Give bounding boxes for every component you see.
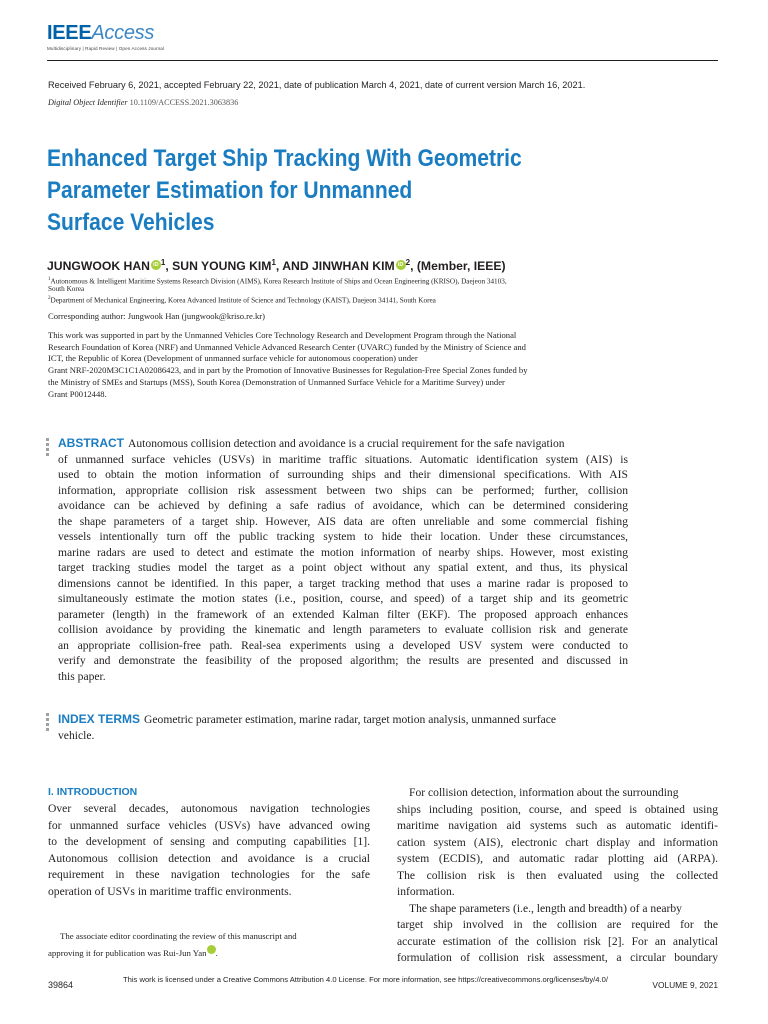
abstract (58, 436, 628, 684)
doi-line (48, 98, 238, 107)
index-terms-line: Geometric parameter estimation, marine radar, target motion analysis, unmanned surface (144, 713, 557, 726)
title-line: Surface Vehicles (47, 209, 215, 236)
affiliation-marker: 2 (405, 258, 411, 267)
funding-line: This work was supported in part by the Unmanned Vehicles Core Technology Research and Development Program through the National (48, 330, 517, 340)
funding-line: the Ministry of SMEs and Startups (MSS), South Korea (Demonstration of Unmanned Surface Vehicle for a Maritime Survey) under (48, 376, 505, 387)
body-line: accurate estimation of the collision risk [2]. For an analytical (397, 934, 718, 948)
affiliation-number: 2 (48, 296, 51, 301)
abstract-line: simultaneously estimate the motion states (i.e., position, course, and speed) of a target ship and its geometric (58, 592, 628, 605)
author-list (47, 258, 506, 273)
abstract-line: of unmanned surface vehicles (USVs) in maritime traffic situations. Automatic identification system (AIS) is (58, 452, 628, 466)
index-terms-line: vehicle. (58, 729, 95, 742)
abstract-line: an appropriate collision-free path. Real-sea experiments using a developed USV system were conducted to (58, 638, 628, 652)
title-line: Parameter Estimation for Unmanned (47, 177, 413, 204)
abstract-line: Autonomous collision detection and avoidance is a crucial requirement for the safe navigation (128, 437, 565, 450)
received-dates: Received February 6, 2021, accepted February 22, 2021, date of publication March 4, 2021, date of current version March 16, 2021. (48, 80, 586, 90)
index-terms-marker-icon (46, 713, 52, 733)
funding-line: Grant NRF-2020M3C1C1A02086423, and in part by the Promotion of Innovative Businesses for Regulation-Free Special Zones funded by (48, 365, 528, 376)
logo-access-text: Access (91, 22, 155, 44)
body-line: Over several decades, autonomous navigation technologies (48, 802, 370, 815)
index-terms (58, 711, 628, 744)
editor-footnote: The associate editor coordinating the review of this manuscript and approving it for publication was Rui-Jun Yan . (48, 928, 370, 962)
funding-line: Grant P0012448. (48, 388, 107, 399)
body-line: The collision risk is then evaluated using the collected (397, 868, 718, 882)
affiliation-number: 1 (48, 277, 51, 282)
funding-line: ICT, the Republic of Korea (Development of unmanned surface vehicle for autonomous cooperation) under (48, 353, 418, 364)
body-line: cation system (AIS), electronic chart display and information (397, 835, 718, 849)
affiliation-text: Autonomous & Intelligent Maritime Systems Research Division (AIMS), Korea Research Institute of Ships and Ocean Engineering (KRISO), Daejeon 34103, (50, 277, 507, 286)
affiliation-marker: 1 (160, 258, 166, 267)
index-terms-label: INDEX TERMS (58, 712, 141, 726)
funding-line: Research Foundation of Korea (NRF) and Unmanned Vehicle Advanced Research Center (UVARC) funded by the Ministry of Science and (48, 341, 526, 352)
affiliation-text: Department of Mechanical Engineering, Korea Advanced Institute of Science and Technology (KAIST), Daejeon 34141, South Korea (50, 296, 436, 305)
right-column-text (397, 785, 718, 967)
body-line: maritime navigation aid systems such as automatic identifi- (397, 819, 718, 832)
body-line: The shape parameters (i.e., length and breadth) of a nearby (409, 901, 682, 915)
abstract-line: target tracking studies model the target as a point object without any spatial extent, and thus, its physical (58, 561, 628, 574)
abstract-label: ABSTRACT (58, 436, 124, 450)
abstract-line: marine radars are used to detect and estimate the motion information of nearby ships. However, most existing (58, 545, 628, 559)
page-number: 39864 (48, 980, 74, 990)
author-membership: , (Member, IEEE) (410, 259, 506, 274)
abstract-line: this paper. (58, 669, 106, 683)
affiliation-1-cont (48, 285, 628, 295)
abstract-line: collision avoidance by providing the kinematic and length parameters to evaluate collision risk and generate (58, 623, 628, 636)
body-line: operation of USVs in maritime traffic environments. (48, 884, 292, 898)
abstract-line: the shape parameters of a target ship. However, AIS data are often unreliable and some commercial fishing (58, 514, 628, 528)
affiliation-text: South Korea (48, 284, 85, 293)
body-line: to the development of sensing and computing capabilities [1]. (48, 835, 370, 848)
ieee-access-logo (47, 22, 164, 51)
funding-statement (48, 330, 628, 400)
abstract-line: verify and demonstrate the feasibility of the proposed algorithm; the results are presented and discussed in (58, 654, 628, 667)
affiliation-2 (48, 294, 628, 306)
body-line: For collision detection, information about the surrounding (409, 786, 679, 799)
abstract-line: used to obtain the motion information of surrounding ships and their dimensional specifications. With AIS (58, 468, 628, 481)
abstract-line: dimensions cannot be identified. In this paper, a target tracking method that uses a marine radar is proposed to (58, 576, 628, 590)
license-notice[interactable]: This work is licensed under a Creative Commons Attribution 4.0 License. For more information, see https://creativecommons.org/licenses/by/4.0/ (123, 975, 608, 984)
affiliation-marker: 1 (271, 258, 276, 267)
abstract-line: parameter (length) in the framework of an extended Kalman filter (EKF). The proposed approach enhances (58, 607, 628, 621)
body-line: system (ECDIS), and automatic radar plotting aid (ARPA). (397, 852, 718, 865)
logo-ieee-text: IEEE (47, 22, 92, 44)
orcid-icon[interactable]: iD (396, 260, 406, 270)
header-rule (47, 60, 718, 61)
orcid-icon[interactable] (207, 945, 216, 954)
title-line: Enhanced Target Ship Tracking With Geometric (47, 145, 522, 172)
paper-title (47, 143, 580, 239)
body-line: Autonomous collision detection and avoidance is a crucial (48, 851, 370, 865)
section-heading-introduction: I. INTRODUCTION (48, 786, 138, 798)
body-line: information. (397, 885, 455, 898)
left-column-text (48, 801, 370, 900)
corresponding-author: Corresponding author: Jungwook Han (jungwook@kriso.re.kr) (48, 311, 265, 321)
abstract-line: vessels intentionally turn off the public tracking system to hide their location. Under these circumstances, (58, 530, 628, 543)
author-name: , SUN YOUNG KIM (165, 259, 272, 274)
abstract-line: avoidance can be achieved by defining a safe radius of avoidance, which can be determined considering (58, 499, 628, 512)
body-line: target ship involved in the collision are required for the (397, 918, 718, 931)
doi-label: Digital Object Identifier (48, 98, 128, 107)
author-name: JUNGWOOK HAN (47, 259, 150, 274)
body-line: requirement in these navigation technologies for the safe (48, 868, 370, 881)
abstract-line: information, appropriate collision risk assessment between two ships can be performed; further, collision (58, 483, 628, 497)
body-line: ships including position, course, and speed is obtained using (397, 802, 718, 816)
logo-tagline: Multidisciplinary | Rapid Review | Open Access Journal (47, 46, 165, 51)
abstract-marker-icon (46, 438, 52, 458)
footnote-line: The associate editor coordinating the review of this manuscript and (60, 931, 297, 941)
volume-label: VOLUME 9, 2021 (652, 980, 718, 990)
author-name: , AND JINWHAN KIM (275, 259, 395, 274)
body-line: for unmanned surface vehicles (USVs) have advanced owing (48, 818, 370, 832)
body-line: formulation of collision risk assessment, a circular boundary (397, 951, 718, 964)
orcid-icon[interactable]: iD (151, 260, 161, 270)
footnote-line: approving it for publication was Rui-Jun Yan (48, 948, 207, 958)
doi-value[interactable]: 10.1109/ACCESS.2021.3063836 (129, 98, 239, 107)
